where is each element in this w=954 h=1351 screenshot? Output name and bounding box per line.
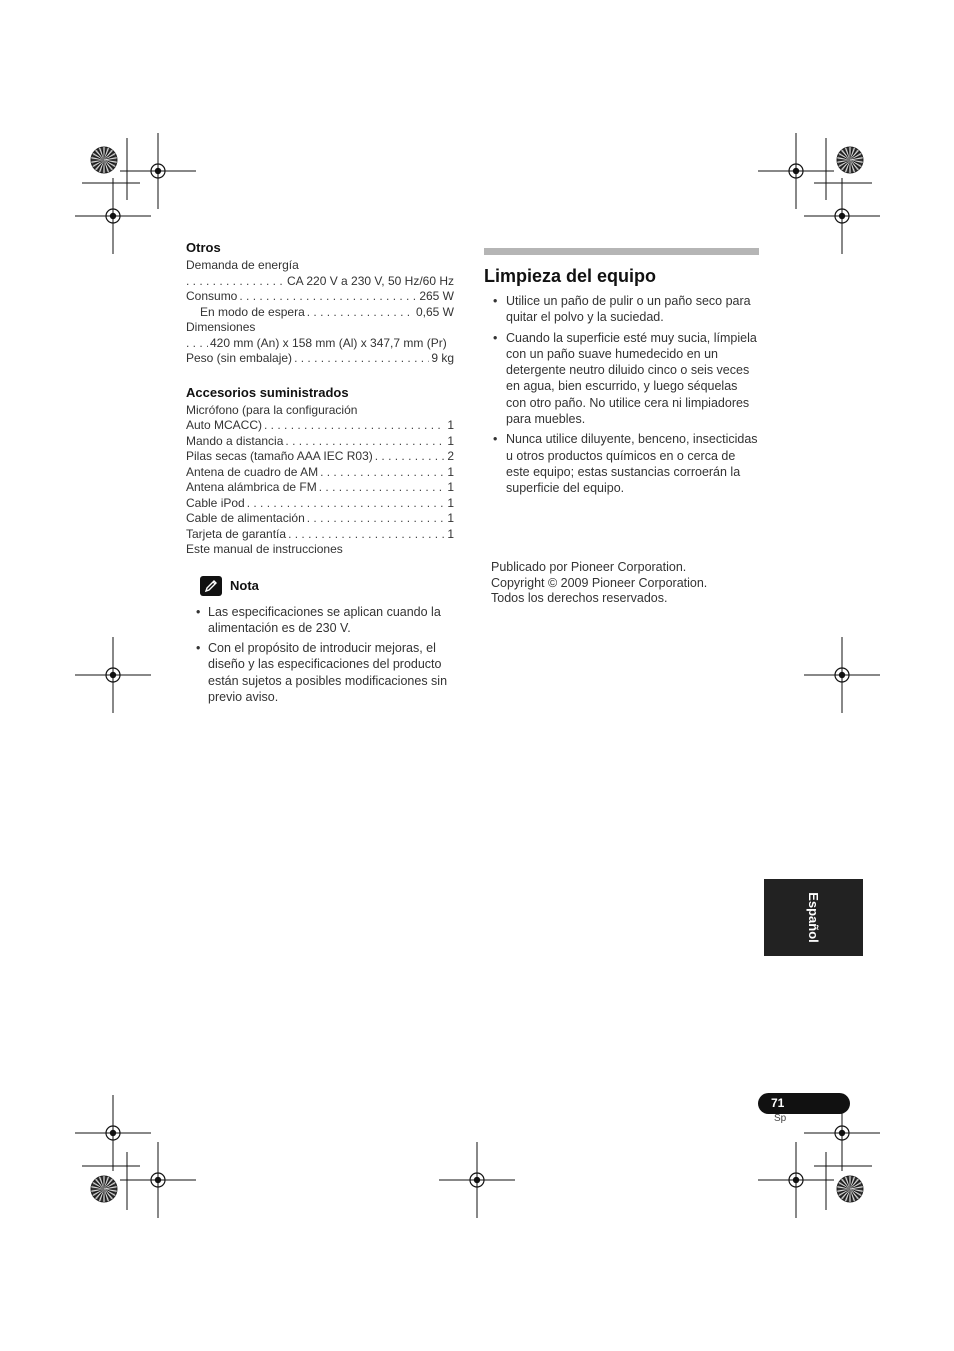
spec-row: . . . CA 220 V a 230 V, 50 Hz/60 Hz xyxy=(186,274,454,290)
spec-row: Dimensiones xyxy=(186,320,256,334)
spec-row: Este manual de instrucciones xyxy=(186,542,343,556)
page-language: Sp xyxy=(774,1113,787,1124)
rights-line: Todos los derechos reservados. xyxy=(491,591,668,605)
page-number: 71 xyxy=(771,1096,785,1110)
right-column xyxy=(484,248,759,501)
crosshair-dot xyxy=(155,168,161,174)
copyright-line: Copyright © 2009 Pioneer Corporation. xyxy=(491,575,708,590)
accesorios-list xyxy=(186,403,454,558)
spec-row: Antena alámbrica de FM . . . 1 xyxy=(186,480,454,496)
spec-row: Micrófono (para la configuración xyxy=(186,402,358,417)
accesorios-title: Accesorios suministrados xyxy=(186,384,349,400)
crosshair-dot xyxy=(839,213,845,219)
crosshair-dot xyxy=(155,1177,161,1183)
section-rule xyxy=(484,248,759,255)
spec-row: Cable iPod . . . 1 xyxy=(186,496,454,512)
spec-row: En modo de espera . . . 0,65 W xyxy=(186,305,454,321)
publisher-info xyxy=(491,560,707,607)
crosshair-dot xyxy=(839,1130,845,1136)
nota-header xyxy=(200,576,454,596)
spec-row: Consumo . . . 265 W xyxy=(186,289,454,305)
pencil-icon xyxy=(200,576,222,596)
language-label: Español xyxy=(805,892,821,943)
crosshair-dot xyxy=(839,672,845,678)
spec-row: Peso (sin embalaje) . . . 9 kg xyxy=(186,351,454,367)
crosshair-dot xyxy=(110,672,116,678)
list-item: • Las especificaciones se aplican cuando la alimentación es de 230 V. xyxy=(186,604,454,637)
list-item: • Nunca utilice diluyente, benceno, insecticidas u otros productos químicos en o cerca de este equipo; estas sustancias corroerán la superficie del equipo. xyxy=(484,431,759,496)
list-item: • Cuando la superficie esté muy sucia, límpiela con un paño suave humedecido en un detergente neutro diluido cinco o seis veces en agua, bien escurrido, y luego séquelas con otro paño. No utilice cera ni limpiadores para muebles. xyxy=(484,330,759,428)
spec-row: Mando a distancia . . . 1 xyxy=(186,434,454,450)
crosshair-dot xyxy=(793,168,799,174)
left-column xyxy=(186,240,454,709)
spec-row: Tarjeta de garantía . . . 1 xyxy=(186,527,454,543)
list-item: • Con el propósito de introducir mejoras, el diseño y las especificaciones del producto están sujetos a posibles modificaciones sin previo aviso. xyxy=(186,640,454,705)
crosshair-dot xyxy=(110,1130,116,1136)
limpieza-list xyxy=(484,293,759,497)
spec-row: Auto MCACC) . . . 1 xyxy=(186,418,454,434)
language-tab xyxy=(764,879,863,956)
spec-row: Cable de alimentación . . . 1 xyxy=(186,511,454,527)
spec-row: Demanda de energía xyxy=(186,258,299,272)
list-item: • Utilice un paño de pulir o un paño seco para quitar el polvo y la suciedad. xyxy=(484,293,759,326)
limpieza-title: Limpieza del equipo xyxy=(484,266,657,286)
crosshair-dot xyxy=(110,213,116,219)
nota-list xyxy=(186,604,454,706)
spec-row: Antena de cuadro de AM . . . 1 xyxy=(186,465,454,481)
publisher-line: Publicado por Pioneer Corporation. xyxy=(491,560,687,574)
crosshair-dot xyxy=(793,1177,799,1183)
otros-specs xyxy=(186,258,454,367)
spec-row: . . . 420 mm (An) x 158 mm (Al) x 347,7 mm (Pr) xyxy=(186,336,454,352)
spec-row: Pilas secas (tamaño AAA IEC R03) . . . 2 xyxy=(186,449,454,465)
nota-label: Nota xyxy=(230,578,259,593)
otros-title: Otros xyxy=(186,240,221,255)
crosshair-dot xyxy=(474,1177,480,1183)
